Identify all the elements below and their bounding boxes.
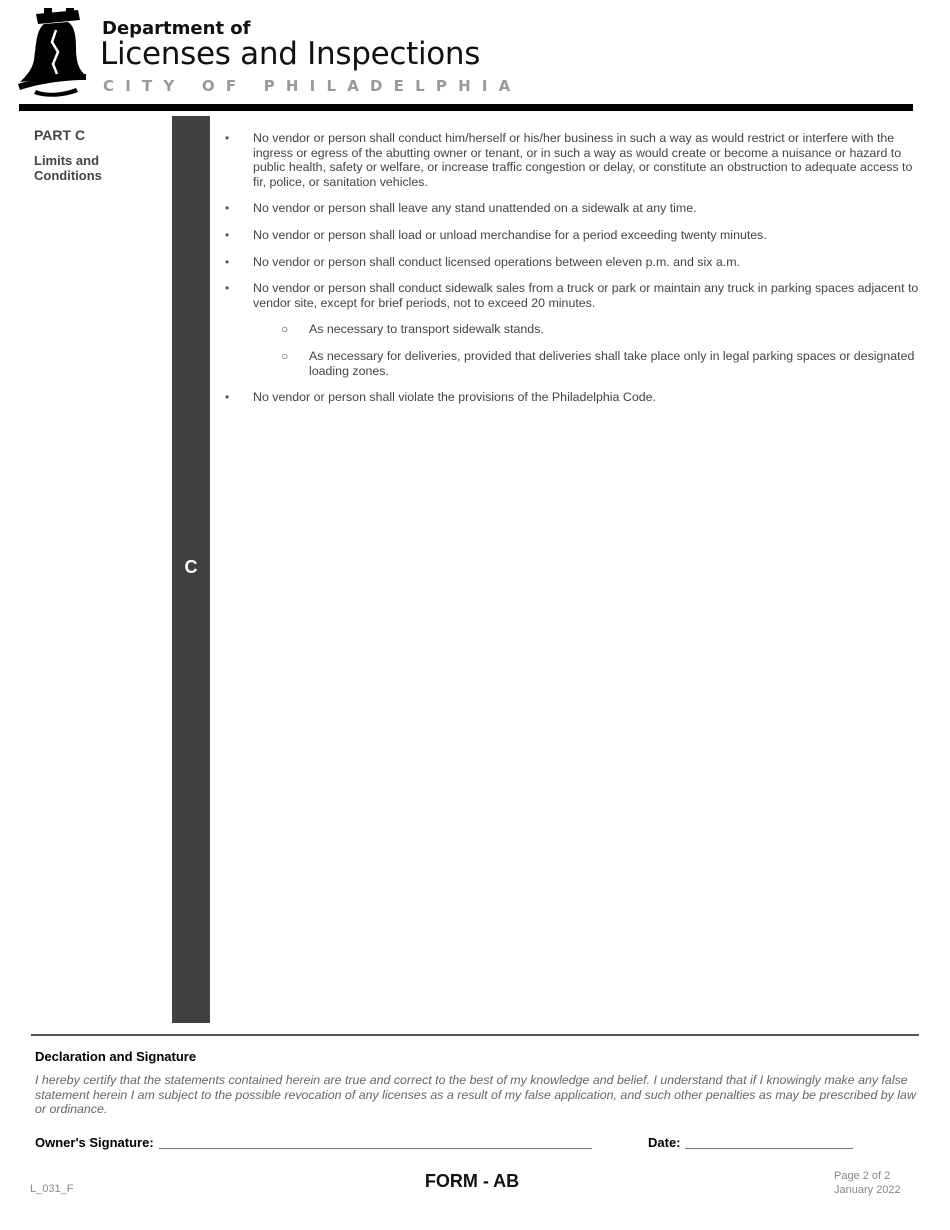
form-code: L_031_F xyxy=(30,1183,74,1195)
liberty-bell-logo-icon xyxy=(16,8,98,98)
page-number: Page 2 of 2 xyxy=(834,1170,891,1182)
bullet-icon: • xyxy=(225,254,230,269)
condition-text: No vendor or person shall conduct him/herself or his/her business in such a way as would restrict or interfere with the ingress or egress of the abutting owner or tenant, or in such a way as would create or become a nuisance or hazard to public health, safety or welfare, or increase traffic congestion or delay, or constitute an obstruction to adequate access to fir, police, or sanitation vehicles. xyxy=(253,131,913,189)
part-subtitle: Limits and Conditions xyxy=(34,153,102,183)
sub-condition-text: As necessary to transport sidewalk stands. xyxy=(309,322,544,337)
bullet-icon: • xyxy=(225,281,230,296)
condition-text: No vendor or person shall conduct licensed operations between eleven p.m. and six a.m. xyxy=(253,254,740,269)
part-title: PART C xyxy=(34,127,86,143)
list-item xyxy=(224,281,924,378)
department-name: Licenses and Inspections xyxy=(100,36,481,72)
bullet-icon: • xyxy=(225,131,230,145)
sub-condition-text: As necessary for deliveries, provided that deliveries shall take place only in legal parking spaces or designated loading zones. xyxy=(309,348,915,378)
owner-signature-field[interactable] xyxy=(159,1148,592,1149)
section-letter: C xyxy=(184,557,198,577)
date-field[interactable] xyxy=(685,1148,853,1149)
section-bar xyxy=(172,116,210,1023)
form-title: FORM - AB xyxy=(424,1171,520,1191)
department-line: Department of xyxy=(102,18,251,39)
list-item xyxy=(224,131,924,189)
condition-text: No vendor or person shall leave any stand unattended on a sidewalk at any time. xyxy=(253,201,697,216)
bullet-icon: • xyxy=(225,390,230,405)
condition-text: No vendor or person shall violate the provisions of the Philadelphia Code. xyxy=(253,390,656,405)
owner-signature-label: Owner's Signature: xyxy=(35,1135,154,1150)
sub-conditions-list xyxy=(253,322,924,378)
declaration-title: Declaration and Signature xyxy=(35,1049,197,1064)
bullet-icon: • xyxy=(225,201,230,216)
condition-text: No vendor or person shall conduct sidewalk sales from a truck or park or maintain any truck in parking spaces adjacent to vendor site, except for brief periods, not to exceed 20 minutes. xyxy=(253,281,919,310)
date-label: Date: xyxy=(648,1135,681,1150)
condition-text: No vendor or person shall load or unload merchandise for a period exceeding twenty minutes. xyxy=(253,227,767,242)
sub-list-item xyxy=(253,322,924,337)
list-item xyxy=(224,390,924,405)
conditions-list xyxy=(224,131,924,417)
header-rule xyxy=(19,104,913,111)
city-line: CITY OF PHILADELPHIA xyxy=(103,77,522,95)
declaration-rule xyxy=(31,1034,919,1036)
bullet-icon: • xyxy=(225,227,230,242)
circle-bullet-icon: ○ xyxy=(281,348,289,363)
declaration-text: I hereby certify that the statements contained herein are true and correct to the best of my knowledge and belief. I understand that if I knowingly make any false statement herein I am subject to the possible revocation of any licenses as a result of my false application, and such other penalties as may be prescribed by law or ordinance. xyxy=(35,1073,916,1117)
list-item xyxy=(224,201,924,216)
circle-bullet-icon: ○ xyxy=(281,322,289,337)
list-item xyxy=(224,255,924,270)
list-item xyxy=(224,228,924,243)
sub-list-item xyxy=(253,349,924,378)
revision-date: January 2022 xyxy=(834,1184,901,1196)
